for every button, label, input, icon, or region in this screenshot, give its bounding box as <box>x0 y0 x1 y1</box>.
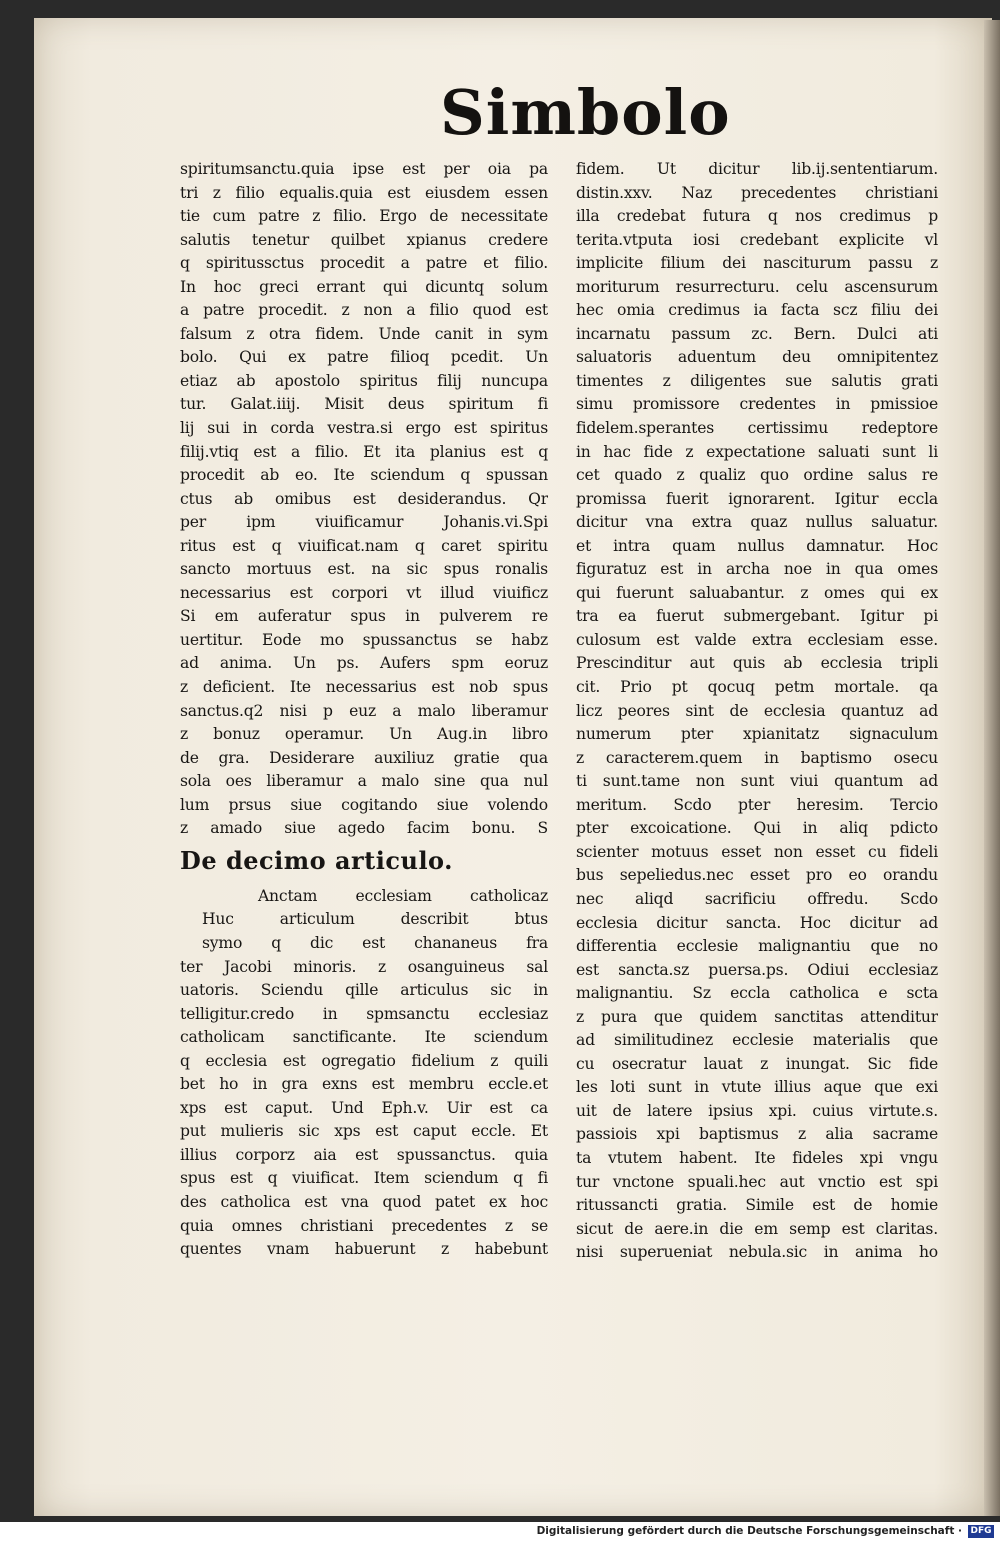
text-line: malignantiu. Sz eccla catholica e scta <box>576 984 938 1003</box>
text-line: Anctam ecclesiam catholicaz <box>258 886 548 905</box>
text-line: lij sui in corda vestra.si ergo est spiritus <box>180 419 548 438</box>
text-line: bet ho in gra exns est membru eccle.et <box>180 1075 548 1094</box>
text-line: xps est caput. Und Eph.v. Uir est ca <box>180 1098 548 1117</box>
text-line: procedit ab eo. Ite sciendum q spussan <box>180 466 548 485</box>
text-line: spiritumsanctu.quia ipse est per oia pa <box>180 160 548 178</box>
text-line: licz peores sint de ecclesia quantuz ad <box>576 701 938 720</box>
text-line: uatoris. Sciendu qille articulus sic in <box>180 981 548 1000</box>
text-line: est sancta.sz puersa.ps. Odiui ecclesiaz <box>576 960 938 979</box>
right-column <box>576 158 938 1265</box>
text-line: tur. Galat.iiij. Misit deus spiritum fi <box>180 395 548 414</box>
text-line: de gra. Desiderare auxiliuz gratie qua <box>180 748 548 767</box>
text-line: ti sunt.tame non sunt viui quantum ad <box>576 772 938 791</box>
text-line: ad similitudinez ecclesie materialis que <box>576 1031 938 1050</box>
text-line: uit de latere ipsius xpi. cuius virtute.s. <box>576 1101 938 1120</box>
text-line: z pura que quidem sanctitas attenditur <box>576 1007 938 1026</box>
text-line: spus est q viuificat. Item sciendum q fi <box>180 1169 548 1188</box>
text-line: qui fuerunt saluabantur. z omes qui ex <box>576 583 938 602</box>
text-line: culosum est valde extra ecclesiam esse. <box>576 630 938 649</box>
text-line: tra ea fuerut submergebant. Igitur pi <box>576 607 938 626</box>
text-line: ctus ab omibus est desiderandus. Qr <box>180 489 548 508</box>
dfg-logo: DFG <box>968 1525 994 1538</box>
text-line: put mulieris sic xps est caput eccle. Et <box>180 1122 548 1141</box>
text-line: bolo. Qui ex patre filioq pcedit. Un <box>180 348 548 367</box>
text-line: falsum z otra fidem. Unde canit in sym <box>180 324 548 343</box>
text-line: filij.vtiq est a filio. Et ita planius est q <box>180 442 548 461</box>
text-line: Prescinditur aut quis ab ecclesia tripli <box>576 654 938 673</box>
text-line: meritum. Scdo pter heresim. Tercio <box>576 795 938 814</box>
text-line: z bonuz operamur. Un Aug.in libro <box>180 725 548 744</box>
text-line: lum prsus siue cogitando siue volendo <box>180 795 548 814</box>
left-column-text-after <box>180 885 548 1262</box>
text-line: necessarius est corpori vt illud viuificz <box>180 583 548 602</box>
footer-bar <box>0 1522 1000 1541</box>
text-line: Si em auferatur spus in pulverem re <box>180 607 548 626</box>
text-line: z deficient. Ite necessarius est nob spus <box>180 678 548 697</box>
text-line: catholicam sanctificante. Ite sciendum <box>180 1028 548 1047</box>
text-line: distin.xxv. Naz precedentes christiani <box>576 183 938 202</box>
text-line: tur vnctone spuali.hec aut vnctio est spi <box>576 1172 938 1191</box>
text-line: salutis tenetur quilbet xpianus credere <box>180 230 548 249</box>
funding-note: Digitalisierung gefördert durch die Deutsche Forschungsgemeinschaft · <box>536 1525 962 1537</box>
left-column <box>180 158 548 1262</box>
text-line: fidelem.sperantes certissimu redeptore <box>576 419 938 438</box>
text-line: promissa fuerit ignorarent. Igitur eccla <box>576 489 938 508</box>
text-line: passiois xpi baptismus z alia sacrame <box>576 1125 938 1144</box>
running-head: Simbolo <box>440 76 731 149</box>
text-line: Huc articulum describit btus <box>202 910 548 929</box>
text-line: illa credebat futura q nos credimus p <box>576 207 938 226</box>
text-line: ad anima. Un ps. Aufers spm eoruz <box>180 654 548 673</box>
text-line: cu osecratur lauat z inungat. Sic fide <box>576 1054 938 1073</box>
text-line: pter excoicatione. Qui in aliq pdicto <box>576 819 938 838</box>
text-line: et intra quam nullus damnatur. Hoc <box>576 536 938 555</box>
text-line: sancto mortuus est. na sic spus ronalis <box>180 560 548 579</box>
text-line: differentia ecclesie malignantiu que no <box>576 937 938 956</box>
text-line: terita.vtputa iosi credebant explicite vl <box>576 230 938 249</box>
text-line: ritus est q viuificat.nam q caret spiritu <box>180 536 548 555</box>
text-line: les loti sunt in vtute illius aque que exi <box>576 1078 938 1097</box>
page-edge <box>984 20 1000 1516</box>
text-line: figuratuz est in archa noe in qua omes <box>576 560 938 579</box>
text-line: dicitur vna extra quaz nullus saluatur. <box>576 513 938 532</box>
text-line: a patre procedit. z non a filio quod est <box>180 301 548 320</box>
text-line: quentes vnam habuerunt z habebunt <box>180 1240 548 1259</box>
text-line: nec aliqd sacrificiu offredu. Scdo <box>576 889 938 908</box>
text-line: etiaz ab apostolo spiritus filij nuncupa <box>180 371 548 390</box>
text-line: z caracterem.quem in baptismo osecu <box>576 748 938 767</box>
text-line: ecclesia dicitur sancta. Hoc dicitur ad <box>576 913 938 932</box>
text-line: cet quado z qualiz quo ordine salus re <box>576 466 938 485</box>
text-line: implicite filium dei nasciturum passu z <box>576 254 938 273</box>
text-line: q spiritussctus procedit a patre et filio. <box>180 254 548 273</box>
text-line: quia omnes christiani precedentes z se <box>180 1216 548 1235</box>
text-line: telligitur.credo in spmsanctu ecclesiaz <box>180 1004 548 1023</box>
text-line: hec omia credimus ia facta scz filiu dei <box>576 301 938 320</box>
text-line: illius corporz aia est spussanctus. quia <box>180 1145 548 1164</box>
article-heading: De decimo articulo. <box>180 845 453 875</box>
text-line: incarnatu passum zc. Bern. Dulci ati <box>576 324 938 343</box>
text-line: simu promissore credentes in pmissioe <box>576 395 938 414</box>
text-line: cit. Prio pt qocuq petm mortale. qa <box>576 678 938 697</box>
text-line: bus sepeliedus.nec esset pro eo orandu <box>576 866 938 885</box>
text-line: nisi superueniat nebula.sic in anima ho <box>576 1243 938 1262</box>
left-column-text <box>180 158 548 841</box>
text-line: scienter motuus esset non esset cu fideli <box>576 842 938 861</box>
text-line: per ipm viuificamur Johanis.vi.Spi <box>180 513 548 532</box>
text-line: fidem. Ut dicitur lib.ij.sententiarum. <box>576 160 938 178</box>
text-line: q ecclesia est ogregatio fidelium z quili <box>180 1051 548 1070</box>
text-line: tri z filio equalis.quia est eiusdem essen <box>180 183 548 202</box>
text-line: numerum pter xpianitatz signaculum <box>576 725 938 744</box>
text-line: saluatoris aduentum deu omnipitentez <box>576 348 938 367</box>
text-line: in hac fide z expectatione saluati sunt li <box>576 442 938 461</box>
text-line: In hoc greci errant qui dicuntq solum <box>180 277 548 296</box>
text-line: ritussancti gratia. Simile est de homie <box>576 1196 938 1215</box>
text-line: uertitur. Eode mo spussanctus se habz <box>180 630 548 649</box>
text-line: sanctus.q2 nisi p euz a malo liberamur <box>180 701 548 720</box>
text-line: sicut de aere.in die em semp est claritas. <box>576 1219 938 1238</box>
text-line: tie cum patre z filio. Ergo de necessitate <box>180 207 548 226</box>
text-line: sola oes liberamur a malo sine qua nul <box>180 772 548 791</box>
text-line: ta vtutem habent. Ite fideles xpi vngu <box>576 1148 938 1167</box>
text-line: timentes z diligentes sue salutis grati <box>576 371 938 390</box>
text-line: des catholica est vna quod patet ex hoc <box>180 1192 548 1211</box>
text-line: symo q dic est chananeus fra <box>202 933 548 952</box>
text-line: ter Jacobi minoris. z osanguineus sal <box>180 957 548 976</box>
text-line: moriturum resurrecturu. celu ascensurum <box>576 277 938 296</box>
text-line: z amado siue agedo facim bonu. S <box>180 819 548 838</box>
